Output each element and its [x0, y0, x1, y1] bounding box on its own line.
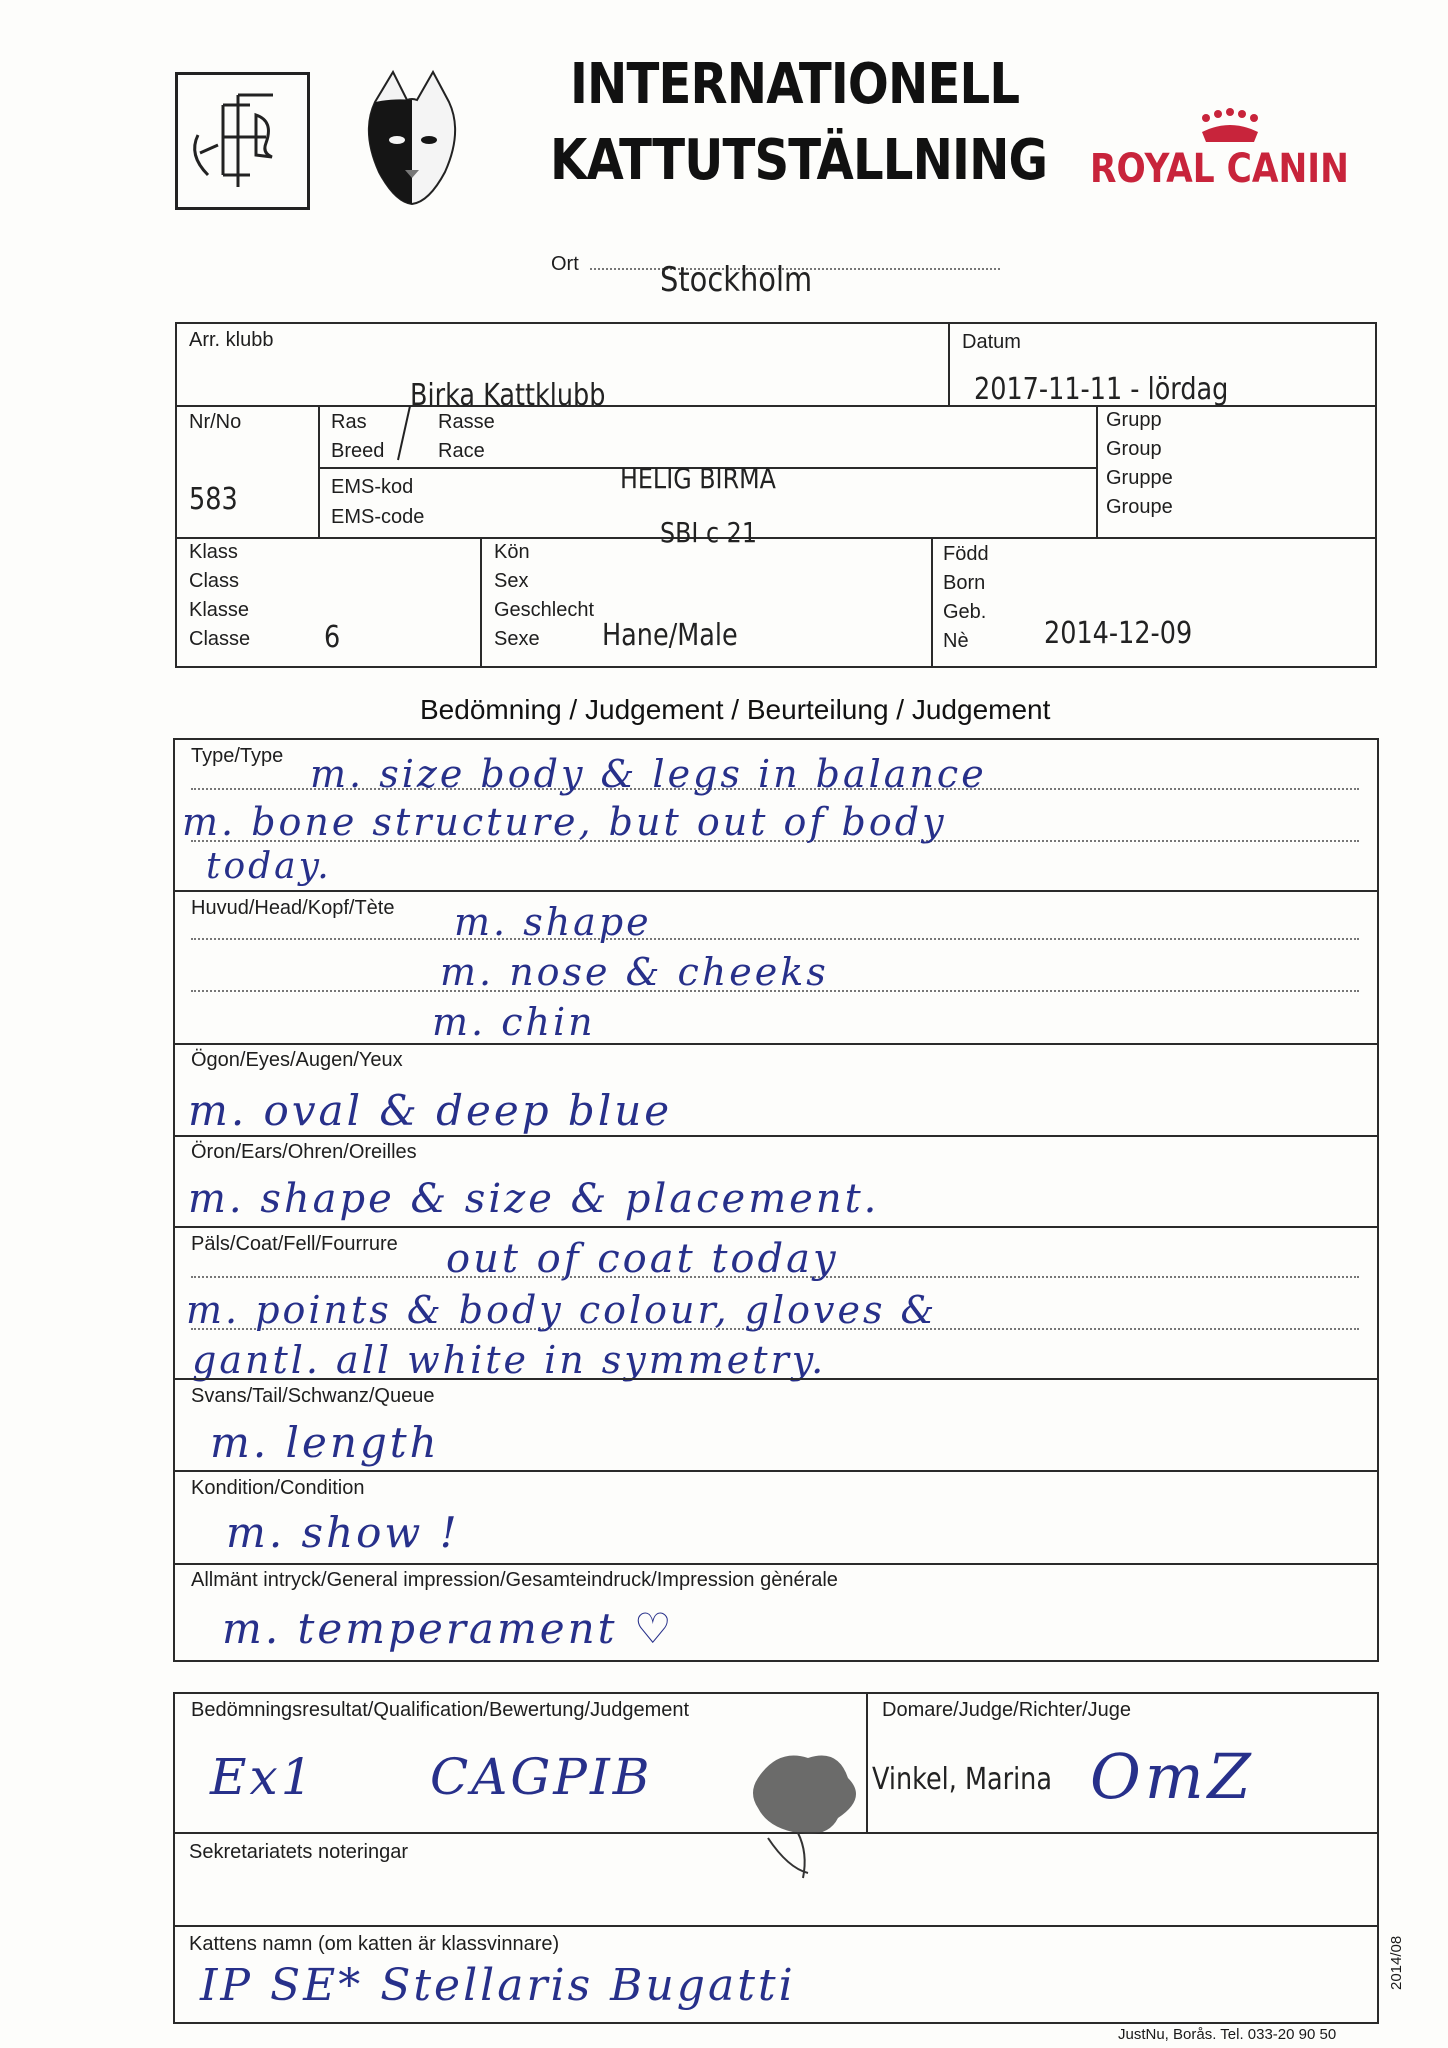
date-label: Datum [962, 331, 1021, 353]
fife-logo [175, 72, 310, 210]
tail-line-1: m. length [210, 1418, 440, 1467]
head-line-1: m. shape [454, 900, 652, 944]
breed-label-1: Ras [331, 411, 367, 433]
born-label-2: Born [943, 572, 986, 594]
qualification-label: Bedömningsresultat/Qualification/Bewertung/Judgement [191, 1699, 690, 1721]
coat-line-3: gantl. all white in symmetry. [192, 1338, 827, 1382]
form-code: 2014/08 [1388, 1935, 1405, 1990]
coat-label: Päls/Coat/Fell/Fourrure [191, 1233, 398, 1255]
cat-name-label: Kattens namn (om katten är klassvinnare) [189, 1933, 560, 1955]
eyes-label: Ögon/Eyes/Augen/Yeux [191, 1049, 403, 1071]
royal-canin-text: ROYAL CANIN [1090, 146, 1349, 192]
judge-label: Domare/Judge/Richter/Juge [882, 1699, 1132, 1721]
sverak-logo [345, 62, 480, 212]
head-line-3: m. chin [432, 1000, 596, 1044]
judge-stamp [738, 1738, 878, 1888]
royal-canin-logo [1090, 108, 1370, 208]
nr-label: Nr/No [189, 411, 242, 433]
born-label-1: Född [943, 543, 989, 565]
club-value: Birka Kattklubb [410, 378, 606, 413]
group-label-1: Grupp [1106, 409, 1162, 431]
class-value: 6 [324, 620, 341, 655]
general-line-1: m. temperament ♡ [222, 1604, 675, 1653]
sex-label-2: Sex [494, 570, 529, 592]
ems-value: SBI c 21 [660, 516, 757, 549]
ems-label-1: EMS-kod [331, 476, 414, 498]
general-label: Allmänt intryck/General impression/Gesamteindruck/Impression gènérale [191, 1569, 838, 1591]
nr-value: 583 [189, 482, 238, 517]
eyes-line-1: m. oval & deep blue [188, 1086, 673, 1135]
sex-label-1: Kön [494, 541, 530, 563]
location-value: Stockholm [660, 260, 813, 300]
secretariat-label: Sekretariatets noteringar [189, 1841, 409, 1863]
born-label-4: Nè [943, 630, 969, 652]
judge-name: Vinkel, Marina [872, 1762, 1052, 1797]
title-line-1: INTERNATIONELL [570, 52, 1020, 117]
ears-line-1: m. shape & size & placement. [188, 1176, 880, 1222]
head-line-2: m. nose & cheeks [440, 950, 829, 994]
judge-signature: OmZ [1090, 1740, 1255, 1813]
group-label-4: Groupe [1106, 496, 1173, 518]
coat-line-1: out of coat today [446, 1236, 839, 1282]
sex-label-3: Geschlecht [494, 599, 595, 621]
title-line-2: KATTUTSTÄLLNING [550, 128, 1048, 193]
tail-label: Svans/Tail/Schwanz/Queue [191, 1385, 435, 1407]
printer-note: JustNu, Borås. Tel. 033-20 90 50 [1118, 2026, 1337, 2043]
type-line-2: m. bone structure, but out of body [182, 800, 947, 844]
date-value: 2017-11-11 - lördag [974, 372, 1229, 407]
class-label-4: Classe [189, 628, 251, 650]
breed-value: HELIG BIRMA [620, 462, 776, 495]
breed-label-4: Race [438, 440, 485, 462]
condition-line-1: m. show ! [226, 1508, 460, 1557]
head-label: Huvud/Head/Kopf/Tète [191, 897, 395, 919]
location-label: Ort [551, 253, 579, 275]
class-label-1: Klass [189, 541, 238, 563]
class-label-2: Class [189, 570, 240, 592]
group-label-2: Group [1106, 438, 1162, 460]
type-line-1: m. size body & legs in balance [310, 752, 987, 796]
breed-label-2: Rasse [438, 411, 495, 433]
judgement-title: Bedömning / Judgement / Beurteilung / Judgement [420, 694, 1051, 725]
condition-label: Kondition/Condition [191, 1477, 365, 1499]
sex-value: Hane/Male [602, 618, 738, 653]
type-label: Type/Type [191, 745, 284, 767]
qualification-value-2: CAGPIB [430, 1748, 653, 1806]
group-label-3: Gruppe [1106, 467, 1173, 489]
breed-label-3: Breed [331, 440, 385, 462]
ems-label-2: EMS-code [331, 506, 425, 528]
ears-label: Öron/Ears/Ohren/Oreilles [191, 1141, 417, 1163]
club-label: Arr. klubb [189, 329, 274, 351]
sex-label-4: Sexe [494, 628, 540, 650]
coat-line-2: m. points & body colour, gloves & [186, 1288, 938, 1332]
born-value: 2014-12-09 [1044, 616, 1193, 651]
cat-name-value: IP SE* Stellaris Bugatti [200, 1960, 796, 2011]
class-label-3: Klasse [189, 599, 250, 621]
breed-slash [394, 404, 414, 462]
qualification-value-1: Ex1 [210, 1748, 316, 1806]
born-label-3: Geb. [943, 601, 987, 623]
type-line-3: today. [206, 846, 332, 887]
